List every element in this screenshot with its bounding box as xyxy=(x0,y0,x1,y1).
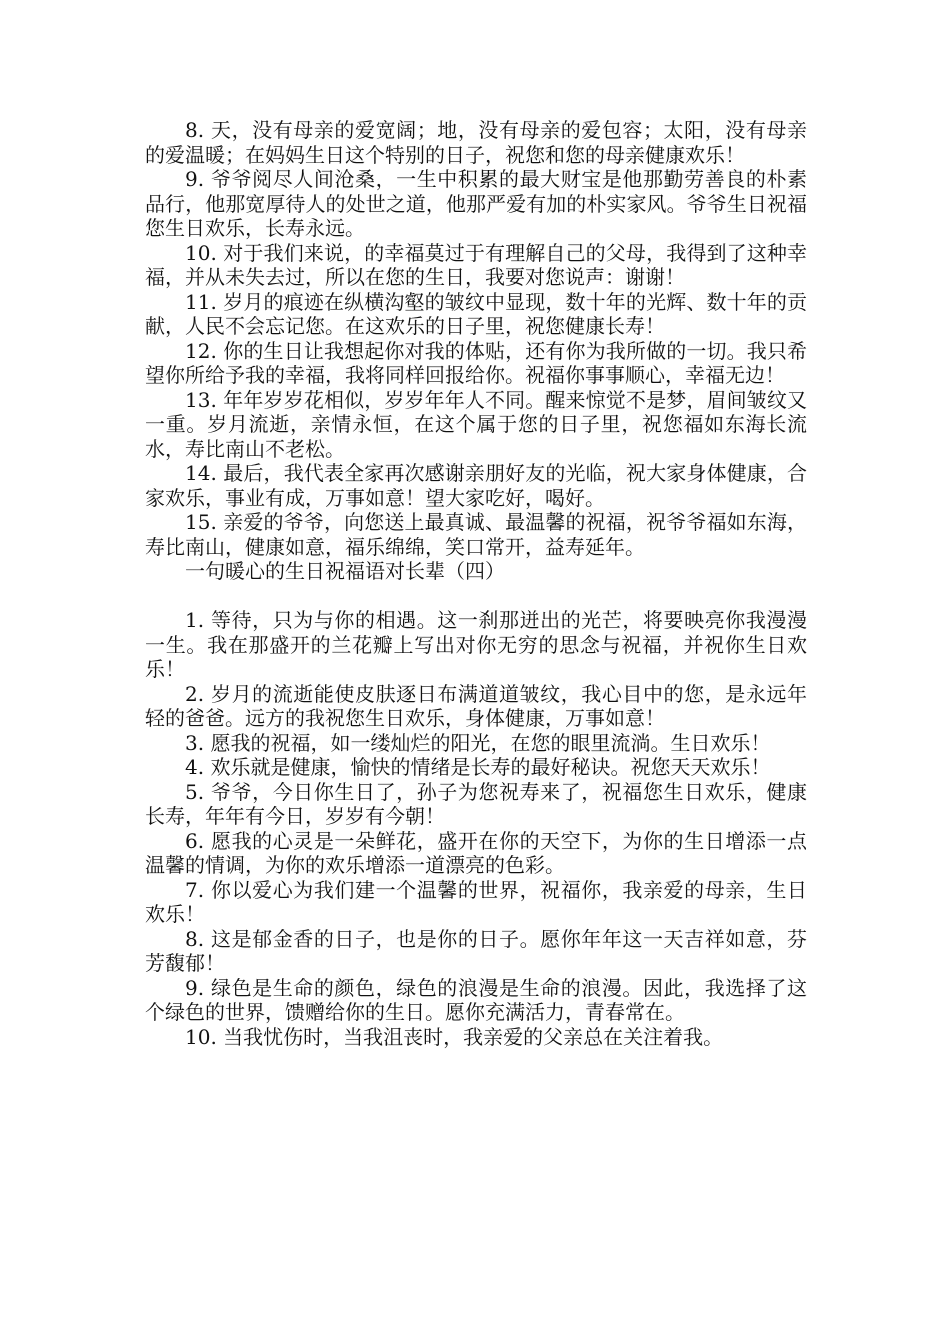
paragraph-b-1: 1. 等待，只为与你的相遇。这一刹那迸出的光芒，将要映亮你我漫漫一生。我在那盛开的兰花瓣上写出对你无穷的思念与祝福，并祝你生日欢乐！ xyxy=(145,608,807,681)
paragraph-b-6: 6. 愿我的心灵是一朵鲜花，盛开在你的天空下，为你的生日增添一点温馨的情调，为你的欢乐增添一道漂亮的色彩。 xyxy=(145,828,807,877)
paragraph-b-2: 2. 岁月的流逝能使皮肤逐日布满道道皱纹，我心目中的您，是永远年轻的爸爸。远方的我祝您生日欢乐，身体健康，万事如意！ xyxy=(145,681,807,730)
paragraph-a-12: 12. 你的生日让我想起你对我的体贴，还有你为我所做的一切。我只希望你所给予我的幸福，我将同样回报给你。祝福你事事顺心，幸福无边！ xyxy=(145,338,807,387)
paragraph-a-14: 14. 最后，我代表全家再次感谢亲朋好友的光临，祝大家身体健康，合家欢乐，事业有成，万事如意！望大家吃好，喝好。 xyxy=(145,461,807,510)
document-page xyxy=(145,118,807,1049)
paragraph-a-8: 8. 天，没有母亲的爱宽阔；地，没有母亲的爱包容；太阳，没有母亲的爱温暖；在妈妈生日这个特别的日子，祝您和您的母亲健康欢乐！ xyxy=(145,118,807,167)
paragraph-b-4: 4. 欢乐就是健康，愉快的情绪是长寿的最好秘诀。祝您天天欢乐！ xyxy=(185,755,771,779)
paragraph-b-8: 8. 这是郁金香的日子，也是你的日子。愿你年年这一天吉祥如意，芬芳馥郁！ xyxy=(145,926,807,975)
paragraph-a-13: 13. 年年岁岁花相似，岁岁年年人不同。醒来惊觉不是梦，眉间皱纹又一重。岁月流逝，亲情永恒，在这个属于您的日子里，祝您福如东海长流水，寿比南山不老松。 xyxy=(145,387,807,461)
paragraph-a-15: 15. 亲爱的爷爷，向您送上最真诚、最温馨的祝福，祝爷爷福如东海，寿比南山，健康如意，福乐绵绵，笑口常开，益寿延年。 xyxy=(145,510,807,559)
paragraph-b-3: 3. 愿我的祝福，如一缕灿烂的阳光，在您的眼里流淌。生日欢乐！ xyxy=(185,730,771,755)
paragraph-a-10: 10. 对于我们来说，的幸福莫过于有理解自己的父母，我得到了这种幸福，并从未失去过，所以在您的生日，我要对您说声：谢谢！ xyxy=(145,240,807,289)
paragraph-a-9: 9. 爷爷阅尽人间沧桑，一生中积累的最大财宝是他那勤劳善良的朴素品行，他那宽厚待人的处世之道，他那严爱有加的朴实家风。爷爷生日祝福您生日欢乐，长寿永远。 xyxy=(145,167,807,240)
paragraph-b-10: 10. 当我忧伤时，当我沮丧时，我亲爱的父亲总在关注着我。 xyxy=(185,1024,724,1049)
paragraph-a-11: 11. 岁月的痕迹在纵横沟壑的皱纹中显现，数十年的光辉、数十年的贡献，人民不会忘记您。在这欢乐的日子里，祝您健康长寿！ xyxy=(145,289,807,338)
section-heading: 一句暖心的生日祝福语对长辈（四） xyxy=(185,559,505,583)
blank-line xyxy=(145,584,807,609)
paragraph-b-7: 7. 你以爱心为我们建一个温馨的世界，祝福你，我亲爱的母亲，生日欢乐！ xyxy=(145,877,807,926)
paragraph-b-9: 9. 绿色是生命的颜色，绿色的浪漫是生命的浪漫。因此，我选择了这个绿色的世界，馈赠给你的生日。愿你充满活力，青春常在。 xyxy=(145,975,807,1024)
paragraph-b-5: 5. 爷爷，今日你生日了，孙子为您祝寿来了，祝福您生日欢乐，健康长寿，年年有今日，岁岁有今朝！ xyxy=(145,779,807,828)
